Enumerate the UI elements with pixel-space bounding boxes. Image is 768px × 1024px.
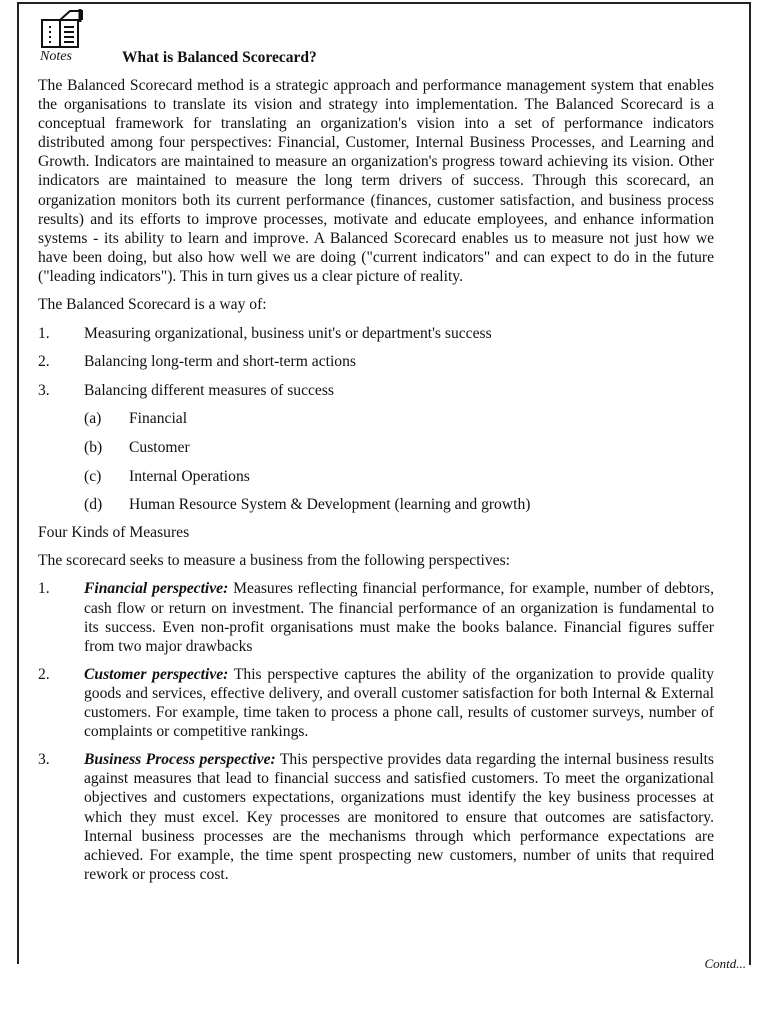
- perspective-text: Measures reflecting financial performance, for example, number of debtors, cash flow or return on investment. The financial performance of an organization is fundamental to its success. Even non-profit organisations must make the books balance. Financial figures suffer from two major drawbacks: [84, 580, 715, 655]
- perspective-title: Customer perspective:: [84, 665, 229, 683]
- perspective-body: [84, 750, 714, 884]
- list-number: 1.: [38, 324, 50, 342]
- perspective-body: [84, 579, 714, 655]
- perspective-title: Financial perspective:: [84, 580, 229, 598]
- intro-paragraph: The Balanced Scorecard method is a strategic approach and performance management system that enables the organisations to translate its vision and strategy into implementation. The Balanced Scorecard is a conceptual framework for translating an organization's vision into a set of performance indicators distributed among four perspectives: Financial, Customer, Internal Business Processes, and Learning and Growth. Indicators are maintained to measure an organization's progress toward achieving its vision. Other indicators are maintained to measure the long term drivers of success. Through this scorecard, an organization monitors both its current performance (finances, customer satisfaction, and business process results) and its efforts to improve processes, motivate and educate employees, and enhance information systems - its ability to learn and improve. A Balanced Scorecard enables us to measure not just how we have been doing, but also how well we are doing ("current indicators" and can expect to do in the future ("leading indicators"). This in turn gives us a clear picture of reality.: [38, 77, 714, 285]
- perspective-number: 3.: [38, 751, 50, 769]
- page-frame-right: [749, 2, 751, 965]
- document-body: [38, 76, 714, 884]
- list-item: [38, 381, 714, 400]
- sublist-text: Internal Operations: [129, 467, 250, 485]
- way-list: [38, 324, 714, 400]
- perspective-number: 1.: [38, 580, 50, 598]
- notes-label: Notes: [40, 49, 72, 64]
- list-item: [38, 352, 714, 371]
- list-number: 3.: [38, 381, 50, 399]
- list-text: Balancing long-term and short-term actions: [84, 353, 356, 371]
- sublist-letter: (c): [84, 467, 102, 485]
- list-item: [38, 324, 714, 343]
- sublist-item: [38, 409, 714, 428]
- sublist-text: Financial: [129, 410, 188, 428]
- page-frame-top: [17, 2, 751, 4]
- sublist-item: [38, 467, 714, 486]
- sublist-item: [38, 438, 714, 457]
- four-kinds-heading: Four Kinds of Measures: [38, 524, 190, 542]
- sublist-letter: (b): [84, 439, 103, 456]
- sublist-item: [38, 495, 714, 514]
- sublist-letter: (d): [84, 496, 103, 514]
- perspective-item: [38, 665, 714, 741]
- sublist-text: Customer: [129, 439, 190, 456]
- perspectives-list: [38, 579, 714, 883]
- list-number: 2.: [38, 353, 50, 371]
- way-of-heading: The Balanced Scorecard is a way of:: [38, 296, 267, 314]
- section-heading: What is Balanced Scorecard?: [122, 49, 317, 66]
- perspective-text: This perspective provides data regarding the internal business results against measures that lead to financial success and satisfied customers. To meet the organizational objectives and customers expectations, organizations must identify the key business processes at which they must excel. Key processes are monitored to ensure that outcomes are satisfactory. Internal business processes are the mechanisms through which performance expectations are achieved. For example, the time spent prospecting new customers, number of units that required rework or process cost.: [84, 751, 714, 883]
- continued-label: Contd...: [704, 956, 746, 971]
- perspective-item: [38, 750, 714, 884]
- perspective-body: [84, 665, 714, 741]
- list-text: Balancing different measures of success: [84, 381, 334, 399]
- perspective-number: 2.: [38, 665, 50, 683]
- sublist-letter: (a): [84, 410, 102, 428]
- measures-sublist: [38, 409, 714, 514]
- notes-icon: [40, 8, 84, 48]
- seeks-paragraph: The scorecard seeks to measure a business from the following perspectives:: [38, 552, 510, 570]
- sublist-text: Human Resource System & Development (learning and growth): [129, 496, 531, 514]
- perspective-item: [38, 579, 714, 655]
- page-frame-left: [17, 2, 19, 964]
- list-text: Measuring organizational, business unit's or department's success: [84, 324, 492, 342]
- perspective-text: This perspective captures the ability of the organization to provide quality goods and services, effective delivery, and overall customer satisfaction for both Internal & External customers. For example, time taken to process a phone call, results of customer surveys, number of complaints or competitive rankings.: [84, 665, 714, 741]
- perspective-title: Business Process perspective:: [84, 751, 276, 769]
